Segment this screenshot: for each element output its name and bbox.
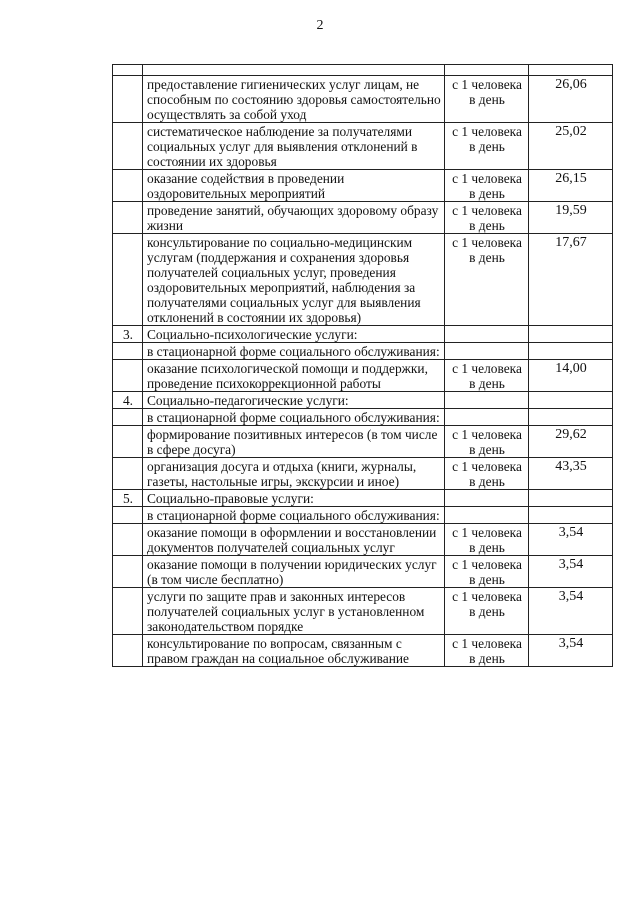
table-row: [113, 360, 613, 392]
table-row: [113, 409, 613, 426]
service-description-cell: оказание помощи в получении юридических услуг (в том числе бесплатно): [143, 556, 445, 588]
table-row: [113, 556, 613, 588]
unit-cell: [445, 490, 529, 507]
table-row: [113, 202, 613, 234]
table-row: [113, 426, 613, 458]
price-cell: [529, 507, 613, 524]
service-description-cell: в стационарной форме социального обслуживания:: [143, 343, 445, 360]
unit-cell: с 1 человека в день: [445, 588, 529, 635]
price-cell: [529, 326, 613, 343]
row-number-cell: [113, 170, 143, 202]
service-description-cell: консультирование по социально-медицинским услугам (поддержания и сохранения здоровья получателей социальных услуг, проведения оздоровительных мероприятий, наблюдения за получателями социальных услуг для выявления отклонений в состоянии их здоровья): [143, 234, 445, 326]
row-number-cell: [113, 360, 143, 392]
row-number-cell: [113, 234, 143, 326]
unit-cell: с 1 человека в день: [445, 426, 529, 458]
row-number-cell: [113, 507, 143, 524]
table-row: [113, 490, 613, 507]
table-header-stub: [113, 65, 613, 76]
unit-cell: с 1 человека в день: [445, 170, 529, 202]
row-number-cell: 3.: [113, 326, 143, 343]
service-description-cell: в стационарной форме социального обслуживания:: [143, 409, 445, 426]
unit-cell: с 1 человека в день: [445, 202, 529, 234]
service-description-cell: Социально-педагогические услуги:: [143, 392, 445, 409]
table-row: [113, 76, 613, 123]
price-cell: 3,54: [529, 524, 613, 556]
row-number-cell: [113, 426, 143, 458]
price-cell: [529, 392, 613, 409]
service-description-cell: предоставление гигиенических услуг лицам, не способным по состоянию здоровья самостоятельно осуществлять за собой уход: [143, 76, 445, 123]
unit-cell: [445, 507, 529, 524]
row-number-cell: [113, 409, 143, 426]
service-description-cell: Социально-психологические услуги:: [143, 326, 445, 343]
page-number: 2: [316, 18, 324, 33]
row-number-cell: [113, 635, 143, 667]
unit-cell: с 1 человека в день: [445, 524, 529, 556]
service-description-cell: оказание помощи в оформлении и восстановлении документов получателей социальных услуг: [143, 524, 445, 556]
unit-cell: с 1 человека в день: [445, 635, 529, 667]
services-price-table: [112, 64, 613, 667]
price-cell: 26,15: [529, 170, 613, 202]
price-cell: 3,54: [529, 588, 613, 635]
row-number-cell: [113, 588, 143, 635]
row-number-cell: [113, 76, 143, 123]
price-cell: 43,35: [529, 458, 613, 490]
service-description-cell: проведение занятий, обучающих здоровому образу жизни: [143, 202, 445, 234]
unit-cell: [445, 343, 529, 360]
service-description-cell: оказание психологической помощи и поддержки, проведение психокоррекционной работы: [143, 360, 445, 392]
unit-cell: с 1 человека в день: [445, 360, 529, 392]
row-number-cell: [113, 458, 143, 490]
unit-cell: с 1 человека в день: [445, 556, 529, 588]
service-description-cell: в стационарной форме социального обслуживания:: [143, 507, 445, 524]
price-cell: 29,62: [529, 426, 613, 458]
price-cell: 25,02: [529, 123, 613, 170]
table-row: [113, 343, 613, 360]
row-number-cell: [113, 202, 143, 234]
service-description-cell: оказание содействия в проведении оздоровительных мероприятий: [143, 170, 445, 202]
unit-cell: [445, 326, 529, 343]
service-description-cell: консультирование по вопросам, связанным с правом граждан на социальное обслуживание: [143, 635, 445, 667]
table-row: [113, 635, 613, 667]
unit-cell: с 1 человека в день: [445, 76, 529, 123]
table-row: [113, 458, 613, 490]
table-row: [113, 170, 613, 202]
price-cell: [529, 343, 613, 360]
price-cell: [529, 409, 613, 426]
table-body: [113, 65, 613, 667]
service-description-cell: организация досуга и отдыха (книги, журналы, газеты, настольные игры, экскурсии и иное): [143, 458, 445, 490]
service-description-cell: Социально-правовые услуги:: [143, 490, 445, 507]
price-cell: 3,54: [529, 556, 613, 588]
row-number-cell: [113, 123, 143, 170]
price-cell: 26,06: [529, 76, 613, 123]
unit-cell: [445, 409, 529, 426]
table-row: [113, 507, 613, 524]
service-description-cell: формирование позитивных интересов (в том числе в сфере досуга): [143, 426, 445, 458]
row-number-cell: [113, 556, 143, 588]
price-cell: 19,59: [529, 202, 613, 234]
price-cell: 14,00: [529, 360, 613, 392]
table-row: [113, 326, 613, 343]
table-row: [113, 524, 613, 556]
service-description-cell: систематическое наблюдение за получателями социальных услуг для выявления отклонений в состоянии их здоровья: [143, 123, 445, 170]
unit-cell: [445, 392, 529, 409]
table-row: [113, 234, 613, 326]
row-number-cell: [113, 343, 143, 360]
table-row: [113, 123, 613, 170]
unit-cell: с 1 человека в день: [445, 458, 529, 490]
row-number-cell: [113, 524, 143, 556]
price-cell: 17,67: [529, 234, 613, 326]
unit-cell: с 1 человека в день: [445, 123, 529, 170]
price-cell: [529, 490, 613, 507]
table-row: [113, 392, 613, 409]
price-cell: 3,54: [529, 635, 613, 667]
row-number-cell: 4.: [113, 392, 143, 409]
row-number-cell: 5.: [113, 490, 143, 507]
service-description-cell: услуги по защите прав и законных интересов получателей социальных услуг в установленном законодательством порядке: [143, 588, 445, 635]
table-row: [113, 588, 613, 635]
unit-cell: с 1 человека в день: [445, 234, 529, 326]
